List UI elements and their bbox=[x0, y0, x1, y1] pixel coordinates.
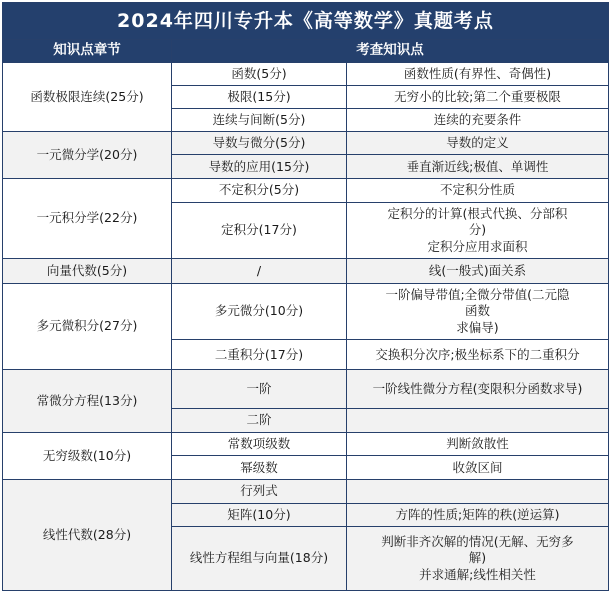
point-cell bbox=[347, 370, 609, 409]
header-point: 考查知识点 bbox=[172, 40, 609, 63]
point-cell bbox=[347, 456, 609, 480]
point-line: 求偏导) bbox=[456, 319, 499, 335]
point-line: 判断非齐次解的情况(无解、无穷多 bbox=[381, 534, 574, 550]
point-cell bbox=[347, 503, 609, 527]
topic-cell: 连续与间断(5分) bbox=[172, 109, 347, 132]
chapter-cell: 无穷级数(10分) bbox=[3, 432, 172, 479]
topic-cell: 一阶 bbox=[172, 370, 347, 409]
point-cell bbox=[347, 340, 609, 370]
point-line: 定积分应用求面积 bbox=[427, 238, 528, 254]
table-row bbox=[3, 259, 609, 284]
point-cell bbox=[347, 155, 609, 179]
point-cell bbox=[347, 259, 609, 284]
chapter-cell: 向量代数(5分) bbox=[3, 259, 172, 284]
point-line: 函数 bbox=[464, 303, 490, 319]
topic-cell: 定积分(17分) bbox=[172, 202, 347, 258]
chapter-cell: 函数极限连续(25分) bbox=[3, 63, 172, 132]
point-line: 一阶偏导带值;全微分带值(二元隐 bbox=[385, 287, 570, 303]
table-row bbox=[3, 283, 609, 339]
point-line: 垂直渐近线;极值、单调性 bbox=[406, 158, 549, 174]
chapter-cell: 多元微积分(27分) bbox=[3, 283, 172, 369]
table-row bbox=[3, 432, 609, 456]
table-body bbox=[3, 63, 609, 591]
point-cell bbox=[347, 179, 609, 203]
topic-cell: 行列式 bbox=[172, 479, 347, 503]
point-line: 分) bbox=[468, 222, 487, 238]
topic-cell: 极限(15分) bbox=[172, 85, 347, 109]
table-row bbox=[3, 479, 609, 503]
point-line: 导数的定义 bbox=[446, 135, 509, 150]
point-cell bbox=[347, 85, 609, 109]
point-line: 定积分的计算(根式代换、分部积 bbox=[387, 206, 568, 222]
chapter-cell: 常微分方程(13分) bbox=[3, 370, 172, 433]
point-line: 线(一般式)面关系 bbox=[428, 262, 527, 278]
topic-cell: 常数项级数 bbox=[172, 432, 347, 456]
point-line: 方阵的性质;矩阵的秩(逆运算) bbox=[395, 506, 560, 522]
topic-cell: 函数(5分) bbox=[172, 63, 347, 86]
topic-cell: 二阶 bbox=[172, 409, 347, 433]
point-line: 交换积分次序;极坐标系下的二重积分 bbox=[375, 346, 580, 362]
chapter-cell: 一元积分学(22分) bbox=[3, 179, 172, 259]
point-line: 解) bbox=[468, 550, 487, 566]
exam-topics-table bbox=[2, 2, 609, 591]
point-line: 不定积分性质 bbox=[439, 182, 515, 198]
chapter-cell: 一元微分学(20分) bbox=[3, 131, 172, 178]
topic-cell: 导数的应用(15分) bbox=[172, 155, 347, 179]
topic-cell: 矩阵(10分) bbox=[172, 503, 347, 527]
topic-cell: 导数与微分(5分) bbox=[172, 131, 347, 155]
point-cell bbox=[347, 432, 609, 456]
point-line: 判断敛散性 bbox=[446, 435, 509, 451]
point-line: 并求通解;线性相关性 bbox=[419, 566, 536, 582]
point-cell bbox=[347, 63, 609, 86]
point-cell bbox=[347, 202, 609, 258]
point-cell bbox=[347, 131, 609, 155]
topic-cell: / bbox=[172, 259, 347, 284]
point-line: 一阶线性微分方程(变限积分函数求导) bbox=[372, 380, 583, 396]
point-line: 无穷小的比较;第二个重要极限 bbox=[394, 88, 561, 104]
table-row bbox=[3, 370, 609, 409]
topic-cell: 多元微分(10分) bbox=[172, 283, 347, 339]
topic-cell: 线性方程组与向量(18分) bbox=[172, 527, 347, 591]
topic-cell: 不定积分(5分) bbox=[172, 179, 347, 203]
point-line: 连续的充要条件 bbox=[433, 111, 522, 127]
header-chapter: 知识点章节 bbox=[3, 40, 172, 63]
table-title: 2024年四川专升本《高等数学》真题考点 bbox=[3, 3, 609, 40]
table-row bbox=[3, 63, 609, 86]
point-cell bbox=[347, 283, 609, 339]
point-line: 函数性质(有界性、奇偶性) bbox=[403, 65, 552, 81]
chapter-cell: 线性代数(28分) bbox=[3, 479, 172, 590]
point-line: 收敛区间 bbox=[452, 459, 503, 475]
table-row bbox=[3, 131, 609, 155]
topic-cell: 二重积分(17分) bbox=[172, 340, 347, 370]
topic-cell: 幂级数 bbox=[172, 456, 347, 480]
point-cell bbox=[347, 409, 609, 433]
table-row bbox=[3, 179, 609, 203]
point-cell bbox=[347, 527, 609, 591]
point-cell bbox=[347, 479, 609, 503]
point-cell bbox=[347, 109, 609, 132]
